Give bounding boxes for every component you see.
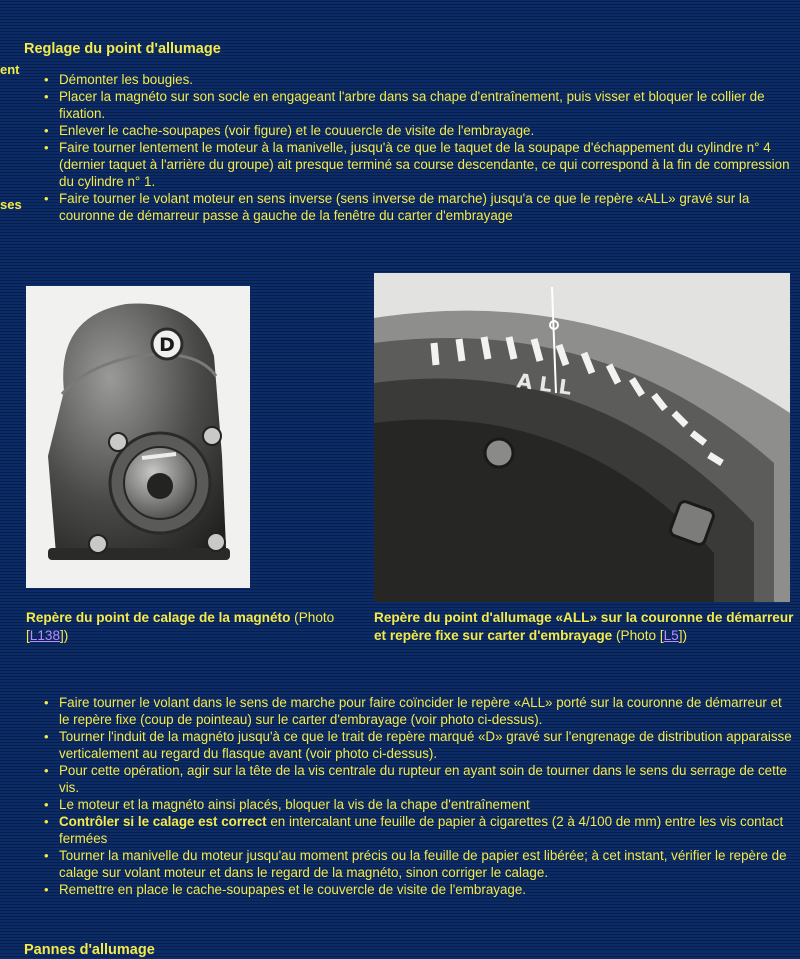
flywheel-caption-pre: (Photo [ bbox=[612, 628, 664, 643]
next-section-title: Pannes d'allumage bbox=[24, 942, 155, 958]
magneto-caption-title: Repère du point de calage de la magnéto bbox=[26, 610, 291, 625]
engraved-all-mark: A L L bbox=[515, 368, 574, 400]
magneto-photo bbox=[26, 286, 250, 588]
steps-list-top bbox=[25, 71, 795, 224]
list-item: • Faire tourner le volant moteur en sens inverse (sens inverse de marche) jusqu'a ce que le repère «ALL» gravé sur la couronne de démarreur passe à gauche de la fenêtre du carter d'embrayage bbox=[25, 190, 795, 224]
list-item: • Contrôler si le calage est correct en intercalant une feuille de papier à cigarettes (2 à 4/100 de mm) entre les vis contact fermées bbox=[25, 813, 795, 847]
magneto-caption-pre: (Photo [ bbox=[26, 610, 335, 643]
flywheel-caption-title: Repère du point d'allumage «ALL» sur la couronne de démarreur et repère fixe sur carter d'embrayage bbox=[374, 610, 794, 643]
list-item: • Placer la magnéto sur son socle en engageant l'arbre dans sa chape d'entraînement, puis visser et bloquer le collier de fixation. bbox=[25, 88, 795, 122]
section-title: Reglage du point d'allumage bbox=[24, 41, 221, 57]
magneto-caption bbox=[26, 609, 366, 645]
list-item: • Remettre en place le cache-soupapes et le couvercle de visite de l'embrayage. bbox=[25, 881, 795, 898]
steps-list-bottom bbox=[25, 694, 795, 898]
list-item: • Le moteur et la magnéto ainsi placés, bloquer la vis de la chape d'entraînement bbox=[25, 796, 795, 813]
list-item: • Enlever le cache-soupapes (voir figure) et le couuercle de visite de l'embrayage. bbox=[25, 122, 795, 139]
flywheel-caption-post: ]) bbox=[678, 628, 688, 643]
list-item: • Tourner l'induit de la magnéto jusqu'à ce que le trait de repère marqué «D» gravé sur l'engrenage de distribution apparaisse verticalement au regard du flasque avant (voir photo ci-dessus). bbox=[25, 728, 795, 762]
list-item: • Démonter les bougies. bbox=[25, 71, 795, 88]
flywheel-caption bbox=[374, 609, 794, 645]
photo-link-l138[interactable]: L138 bbox=[29, 628, 61, 643]
margin-fragment-top: ent bbox=[0, 62, 20, 77]
list-item: • Faire tourner lentement le moteur à la manivelle, jusqu'à ce que le taquet de la soupape d'échappement du cylindre n° 4 (dernier taquet à l'arrière du groupe) ait presque terminé sa course descendante, ce qui correspond à la fin de compression du cylindre n° 1. bbox=[25, 139, 795, 190]
magneto-caption-post: ]) bbox=[60, 628, 69, 643]
margin-fragment-bottom: ses bbox=[0, 197, 22, 212]
magneto-d-mark: D bbox=[159, 334, 175, 356]
list-item: • Faire tourner le volant dans le sens de marche pour faire coïncider le repère «ALL» porté sur la couronne de démarreur et le repère fixe (coup de pointeau) sur le carter d'embrayage (voir photo ci-dessus). bbox=[25, 694, 795, 728]
flywheel-photo bbox=[374, 273, 790, 602]
list-item: • Tourner la manivelle du moteur jusqu'au moment précis ou la feuille de papier est libérée; à cet instant, vérifier le repère de calage sur volant moteur et dans le regard de la magnéto, sinon corriger le calage. bbox=[25, 847, 795, 881]
photo-link-l5[interactable]: L5 bbox=[663, 628, 679, 643]
list-item: • Pour cette opération, agir sur la tête de la vis centrale du rupteur en ayant soin de tourner dans le sens du serrage de cette vis. bbox=[25, 762, 795, 796]
